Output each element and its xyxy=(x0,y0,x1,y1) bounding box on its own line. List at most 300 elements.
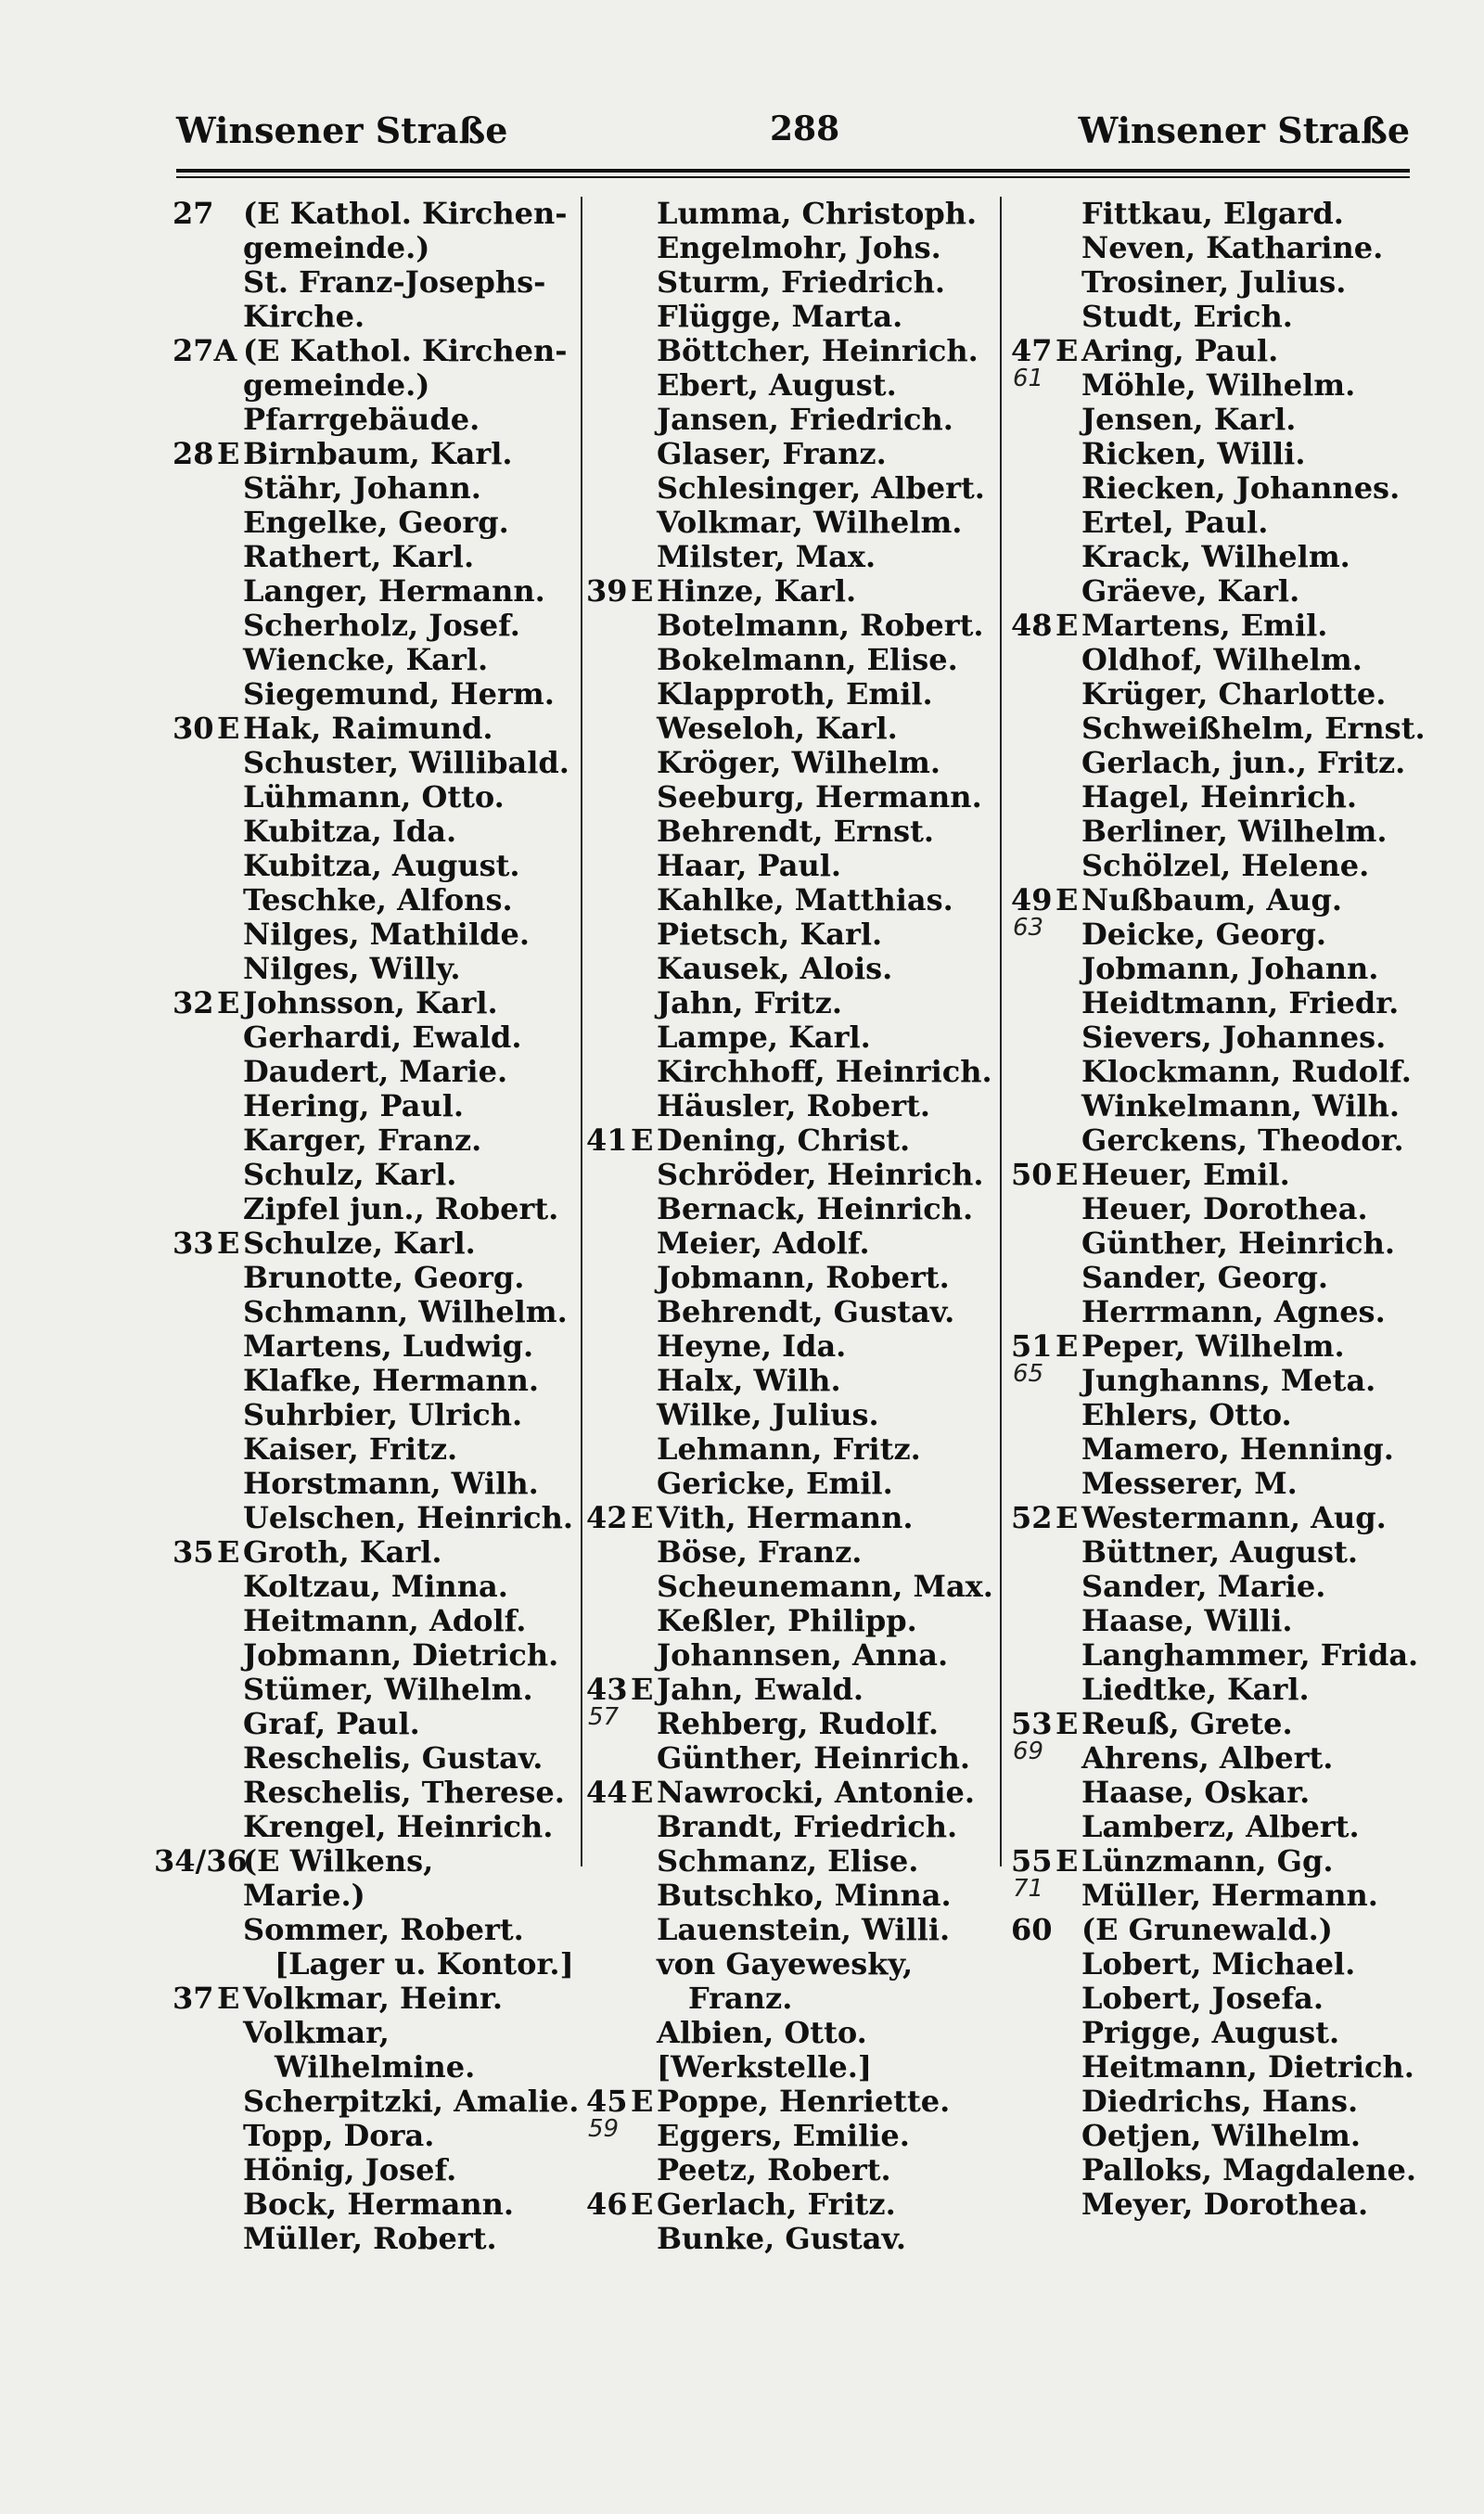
resident-name: Koltzau, Minna. xyxy=(243,1569,508,1604)
resident-name: Behrendt, Gustav. xyxy=(657,1294,955,1329)
resident-name: Gerhardi, Ewald. xyxy=(243,1020,522,1055)
resident-name: Oldhof, Wilhelm. xyxy=(1081,642,1362,677)
resident-name: Krack, Wilhelm. xyxy=(1081,539,1350,574)
resident-name: Jahn, Ewald. xyxy=(657,1672,864,1707)
house-number: 34/36 xyxy=(154,1843,248,1879)
directory-entry xyxy=(173,986,581,1020)
resident-name: Schulze, Karl. xyxy=(243,1225,476,1261)
resident-name: [Werkstelle.] xyxy=(657,2049,872,2084)
resident-name: Jahn, Fritz. xyxy=(657,985,842,1020)
owner-mark: E xyxy=(631,1775,654,1810)
directory-entry xyxy=(586,1604,1007,1638)
resident-name: Winkelmann, Wilh. xyxy=(1081,1088,1400,1123)
directory-entry xyxy=(586,540,1007,574)
resident-name: Heuer, Emil. xyxy=(1081,1157,1290,1192)
directory-entry xyxy=(586,197,1007,231)
directory-entry xyxy=(173,1020,581,1055)
resident-name: Scheunemann, Max. xyxy=(657,1569,993,1604)
directory-entry xyxy=(586,712,1007,746)
resident-name: Sievers, Johannes. xyxy=(1081,1020,1387,1055)
owner-mark: E xyxy=(631,2187,654,2222)
resident-name: Siegemund, Herm. xyxy=(243,676,555,712)
resident-name: Schölzel, Helene. xyxy=(1081,848,1370,883)
directory-entry xyxy=(154,1843,581,1879)
resident-name: Teschke, Alfons. xyxy=(243,882,513,917)
house-number: 49 xyxy=(1011,882,1053,917)
resident-name: Meyer, Dorothea. xyxy=(1081,2187,1369,2222)
resident-name: Halx, Wilh. xyxy=(657,1363,841,1398)
resident-name: Liedtke, Karl. xyxy=(1081,1672,1310,1707)
resident-name: Jobmann, Dietrich. xyxy=(243,1637,559,1673)
directory-entry xyxy=(1011,609,1419,643)
directory-entry xyxy=(173,1982,581,2016)
directory-entry xyxy=(1011,1947,1419,1982)
directory-entry xyxy=(586,883,1007,917)
directory-entry xyxy=(1011,1535,1419,1570)
directory-entry xyxy=(173,506,581,540)
directory-entry xyxy=(586,609,1007,643)
resident-name: Kirche. xyxy=(243,299,365,334)
resident-name: Trosiner, Julius. xyxy=(1081,264,1347,300)
directory-entry xyxy=(173,609,581,643)
directory-entry xyxy=(173,2084,581,2119)
directory-entry xyxy=(1011,1226,1419,1261)
directory-entry xyxy=(1011,1055,1419,1089)
house-number: 27 xyxy=(173,196,214,231)
resident-name: Schmann, Wilhelm. xyxy=(243,1294,568,1329)
directory-entry xyxy=(1011,643,1419,677)
owner-mark: E xyxy=(1055,882,1079,917)
resident-name: Bernack, Heinrich. xyxy=(657,1191,974,1226)
directory-entry xyxy=(586,1810,1007,1844)
resident-name: Böttcher, Heinrich. xyxy=(657,333,979,368)
page-header xyxy=(176,109,1410,165)
handwritten-annotation: 65 xyxy=(1013,1360,1044,1388)
resident-name: [Lager u. Kontor.] xyxy=(275,1946,574,1982)
resident-name: Johannsen, Anna. xyxy=(657,1637,949,1673)
resident-name: Karger, Franz. xyxy=(243,1122,482,1158)
directory-entry xyxy=(1011,2153,1419,2187)
directory-entry xyxy=(1011,1089,1419,1123)
directory-entry xyxy=(1011,1364,1419,1398)
directory-entry xyxy=(173,1741,581,1776)
resident-name: Vith, Hermann. xyxy=(657,1500,914,1535)
house-number: 32 xyxy=(173,985,214,1020)
resident-name: Bunke, Gustav. xyxy=(657,2221,907,2256)
resident-name: Birnbaum, Karl. xyxy=(243,436,513,471)
owner-mark: E xyxy=(217,1981,240,2016)
resident-name: Lamberz, Albert. xyxy=(1081,1809,1360,1844)
resident-name: Rathert, Karl. xyxy=(243,539,475,574)
resident-name: Sommer, Robert. xyxy=(243,1912,524,1947)
resident-name: Schweißhelm, Ernst. xyxy=(1081,711,1426,746)
directory-entry xyxy=(586,1020,1007,1055)
directory-entry xyxy=(173,883,581,917)
directory-entry xyxy=(1011,711,1426,746)
directory-entry xyxy=(173,540,581,574)
resident-name: Suhrbier, Ulrich. xyxy=(243,1397,523,1432)
directory-entry xyxy=(173,1467,581,1501)
resident-name: Marie.) xyxy=(243,1878,365,1913)
resident-name: Ricken, Willi. xyxy=(1081,436,1306,471)
resident-name: Heyne, Ida. xyxy=(657,1328,847,1364)
owner-mark: E xyxy=(217,1534,240,1570)
header-rule-thin xyxy=(176,176,1410,178)
directory-entry xyxy=(173,1638,581,1673)
resident-name: Volkmar, Wilhelm. xyxy=(657,505,963,540)
directory-entry xyxy=(586,403,1007,437)
resident-name: Haase, Willi. xyxy=(1081,1603,1293,1638)
house-number: 30 xyxy=(173,711,214,746)
directory-entry xyxy=(586,368,1007,403)
page-number: 288 xyxy=(770,109,840,148)
directory-entry xyxy=(586,1432,1007,1467)
resident-name: Schuster, Willibald. xyxy=(243,745,569,780)
house-number: 35 xyxy=(173,1534,214,1570)
resident-name: Flügge, Marta. xyxy=(657,299,903,334)
resident-name: Jensen, Karl. xyxy=(1081,402,1297,437)
resident-name: Ehlers, Otto. xyxy=(1081,1397,1292,1432)
directory-entry xyxy=(1011,917,1419,952)
directory-entry xyxy=(1011,1879,1419,1913)
directory-entry xyxy=(173,1776,581,1810)
resident-name: Heidtmann, Friedr. xyxy=(1081,985,1400,1020)
house-number: 43 xyxy=(586,1672,628,1707)
resident-name: Gräeve, Karl. xyxy=(1081,573,1300,609)
resident-name: Gericke, Emil. xyxy=(657,1466,893,1501)
resident-name: Stähr, Johann. xyxy=(243,470,481,506)
resident-name: Prigge, August. xyxy=(1081,2015,1340,2050)
resident-name: Klockmann, Rudolf. xyxy=(1081,1054,1412,1089)
resident-name: Martens, Emil. xyxy=(1081,608,1328,643)
directory-entry xyxy=(586,506,1007,540)
directory-entry xyxy=(1011,1810,1419,1844)
resident-name: Krengel, Heinrich. xyxy=(243,1809,554,1844)
resident-name: Schulz, Karl. xyxy=(243,1157,457,1192)
resident-name: Glaser, Franz. xyxy=(657,436,887,471)
directory-entry xyxy=(586,1295,1007,1329)
resident-name: Topp, Dora. xyxy=(243,2118,435,2153)
directory-entry xyxy=(1011,677,1419,712)
resident-name: (E Kathol. Kirchen- xyxy=(243,333,568,368)
directory-entry xyxy=(1011,2016,1419,2050)
directory-entry xyxy=(1011,1604,1419,1638)
resident-name: Haar, Paul. xyxy=(657,848,842,883)
resident-name: Behrendt, Ernst. xyxy=(657,814,935,849)
directory-entry xyxy=(173,1432,581,1467)
directory-entry xyxy=(173,2050,581,2084)
directory-entry xyxy=(586,780,1007,814)
directory-entry xyxy=(586,1844,1007,1879)
directory-entry xyxy=(1011,540,1419,574)
directory-entry xyxy=(173,2016,581,2050)
resident-name: Langhammer, Frida. xyxy=(1081,1637,1419,1673)
resident-name: Messerer, M. xyxy=(1081,1466,1298,1501)
directory-entry xyxy=(173,1398,581,1432)
resident-name: Gerlach, Fritz. xyxy=(657,2187,896,2222)
resident-name: Berliner, Wilhelm. xyxy=(1081,814,1388,849)
house-number: 53 xyxy=(1011,1706,1053,1741)
resident-name: Milster, Max. xyxy=(657,539,876,574)
resident-name: Hagel, Heinrich. xyxy=(1081,779,1358,814)
resident-name: Palloks, Magdalene. xyxy=(1081,2152,1416,2187)
directory-entry xyxy=(586,1776,1007,1810)
directory-entry xyxy=(173,1947,581,1982)
resident-name: Ertel, Paul. xyxy=(1081,505,1269,540)
resident-name: Heitmann, Dietrich. xyxy=(1081,2049,1414,2084)
directory-entry xyxy=(586,265,1007,300)
directory-entry xyxy=(1011,2187,1419,2222)
directory-entry xyxy=(586,1364,1007,1398)
directory-entry xyxy=(173,1535,581,1570)
owner-mark: E xyxy=(631,1672,654,1707)
resident-name: Lobert, Michael. xyxy=(1081,1946,1356,1982)
house-number: 27A xyxy=(173,333,237,368)
resident-name: Martens, Ludwig. xyxy=(243,1328,534,1364)
directory-entry xyxy=(1011,1741,1419,1776)
owner-mark: E xyxy=(217,436,240,471)
directory-entry xyxy=(586,1707,1007,1741)
resident-name: Botelmann, Robert. xyxy=(657,608,984,643)
directory-entry xyxy=(1011,1570,1419,1604)
directory-entry xyxy=(173,1295,581,1329)
resident-name: gemeinde.) xyxy=(243,230,430,265)
house-number: 28 xyxy=(173,436,214,471)
resident-name: Häusler, Robert. xyxy=(657,1088,931,1123)
directory-entry xyxy=(586,814,1007,849)
resident-name: Wiencke, Karl. xyxy=(243,642,489,677)
header-rule-thick xyxy=(176,169,1410,173)
directory-entry xyxy=(586,1535,1007,1570)
resident-name: Jobmann, Robert. xyxy=(657,1260,950,1295)
directory-entry xyxy=(1011,300,1419,334)
directory-column-3 xyxy=(1011,196,1426,2222)
resident-name: Oetjen, Wilhelm. xyxy=(1081,2118,1361,2153)
directory-entry xyxy=(586,1741,1007,1776)
directory-entry xyxy=(173,1192,581,1226)
handwritten-annotation: 71 xyxy=(1013,1875,1044,1903)
running-head-left: Winsener Straße xyxy=(176,109,508,151)
directory-entry xyxy=(586,300,1007,334)
resident-name: Reschelis, Therese. xyxy=(243,1775,565,1810)
resident-name: Bock, Hermann. xyxy=(243,2187,515,2222)
directory-entry xyxy=(173,780,581,814)
directory-entry xyxy=(586,677,1007,712)
resident-name: Daudert, Marie. xyxy=(243,1054,508,1089)
directory-entry xyxy=(173,2222,581,2256)
handwritten-annotation: 59 xyxy=(588,2115,620,2143)
directory-entry xyxy=(1011,197,1419,231)
directory-entry xyxy=(586,1913,1007,1947)
directory-entry xyxy=(173,1261,581,1295)
resident-name: Junghanns, Meta. xyxy=(1081,1363,1376,1398)
resident-name: Lobert, Josefa. xyxy=(1081,1981,1324,2016)
directory-column-2 xyxy=(586,197,1007,2256)
directory-entry xyxy=(173,814,581,849)
resident-name: gemeinde.) xyxy=(243,367,430,403)
resident-name: (E Wilkens, xyxy=(243,1843,434,1879)
directory-entry xyxy=(586,1055,1007,1089)
directory-entry xyxy=(173,677,581,712)
directory-entry xyxy=(173,1055,581,1089)
resident-name: Lehmann, Fritz. xyxy=(657,1431,921,1467)
directory-entry xyxy=(173,231,581,265)
resident-name: Wilhelmine. xyxy=(275,2049,476,2084)
directory-entry xyxy=(586,1158,1007,1192)
directory-entry xyxy=(173,197,581,231)
resident-name: (E Kathol. Kirchen- xyxy=(243,196,568,231)
resident-name: Nilges, Willy. xyxy=(243,951,461,986)
directory-entry xyxy=(173,368,581,403)
directory-entry xyxy=(1011,2084,1419,2119)
directory-entry xyxy=(586,2119,1007,2153)
resident-name: Lampe, Karl. xyxy=(657,1020,871,1055)
resident-name: Uelschen, Heinrich. xyxy=(243,1500,574,1535)
resident-name: Brunotte, Georg. xyxy=(243,1260,525,1295)
owner-mark: E xyxy=(631,573,654,609)
resident-name: Reschelis, Gustav. xyxy=(243,1740,544,1776)
directory-entry xyxy=(586,1638,1007,1673)
house-number: 39 xyxy=(586,573,628,609)
resident-name: Rehberg, Rudolf. xyxy=(657,1706,939,1741)
directory-entry xyxy=(173,471,581,506)
directory-entry xyxy=(173,300,581,334)
resident-name: Engelke, Georg. xyxy=(243,505,509,540)
resident-name: Horstmann, Wilh. xyxy=(243,1466,539,1501)
resident-name: Hering, Paul. xyxy=(243,1088,465,1123)
resident-name: Meier, Adolf. xyxy=(657,1225,870,1261)
directory-entry xyxy=(1011,1467,1419,1501)
resident-name: Deicke, Georg. xyxy=(1081,917,1326,952)
resident-name: Peper, Wilhelm. xyxy=(1081,1328,1345,1364)
resident-name: Pietsch, Karl. xyxy=(657,917,883,952)
resident-name: Westermann, Aug. xyxy=(1081,1500,1387,1535)
resident-name: Kubitza, Ida. xyxy=(243,814,457,849)
directory-entry xyxy=(1011,574,1419,609)
directory-entry xyxy=(1011,1982,1419,2016)
resident-name: Engelmohr, Johs. xyxy=(657,230,941,265)
directory-entry xyxy=(1011,1638,1419,1673)
resident-name: Butschko, Minna. xyxy=(657,1878,952,1913)
resident-name: Nilges, Mathilde. xyxy=(243,917,530,952)
directory-entry xyxy=(173,1810,581,1844)
directory-entry xyxy=(1011,1020,1419,1055)
directory-entry xyxy=(173,403,581,437)
directory-entry xyxy=(586,1226,1007,1261)
house-number: 52 xyxy=(1011,1500,1053,1535)
directory-entry xyxy=(173,1364,581,1398)
directory-entry xyxy=(173,1604,581,1638)
resident-name: Schlesinger, Albert. xyxy=(657,470,985,506)
resident-name: Günther, Heinrich. xyxy=(1081,1225,1395,1261)
directory-entry xyxy=(173,952,581,986)
directory-entry xyxy=(1011,849,1419,883)
directory-entry xyxy=(586,1123,1007,1158)
resident-name: Keßler, Philipp. xyxy=(657,1603,917,1638)
directory-entry xyxy=(1011,1501,1419,1535)
directory-entry xyxy=(586,574,1007,609)
resident-name: (E Grunewald.) xyxy=(1081,1912,1333,1947)
resident-name: Stümer, Wilhelm. xyxy=(243,1672,533,1707)
owner-mark: E xyxy=(1055,1328,1079,1364)
resident-name: Böse, Franz. xyxy=(657,1534,863,1570)
directory-entry xyxy=(1011,471,1419,506)
resident-name: Kausek, Alois. xyxy=(657,951,893,986)
directory-entry xyxy=(586,1570,1007,1604)
house-number: 48 xyxy=(1011,608,1053,643)
directory-entry xyxy=(586,1398,1007,1432)
owner-mark: E xyxy=(1055,1157,1079,1192)
directory-entry xyxy=(586,437,1007,471)
resident-name: Aring, Paul. xyxy=(1081,333,1279,368)
resident-name: Weseloh, Karl. xyxy=(657,711,898,746)
directory-entry xyxy=(173,1879,581,1913)
resident-name: Nußbaum, Aug. xyxy=(1081,882,1342,917)
directory-entry xyxy=(1011,1913,1419,1947)
directory-entry xyxy=(1011,1673,1419,1707)
owner-mark: E xyxy=(631,1122,654,1158)
resident-name: Ebert, August. xyxy=(657,367,897,403)
resident-name: Krüger, Charlotte. xyxy=(1081,676,1387,712)
directory-entry xyxy=(173,1501,581,1535)
resident-name: Kaiser, Fritz. xyxy=(243,1431,458,1467)
owner-mark: E xyxy=(1055,1706,1079,1741)
owner-mark: E xyxy=(1055,1500,1079,1535)
resident-name: Volkmar, Heinr. xyxy=(243,1981,504,2016)
owner-mark: E xyxy=(217,985,240,1020)
directory-entry xyxy=(1011,1158,1419,1192)
resident-name: Volkmar, xyxy=(243,2015,390,2050)
directory-entry xyxy=(173,334,581,368)
resident-name: Franz. xyxy=(688,1981,793,2016)
directory-entry xyxy=(173,1329,581,1364)
resident-name: Dening, Christ. xyxy=(657,1122,911,1158)
resident-name: Bokelmann, Elise. xyxy=(657,642,958,677)
house-number: 44 xyxy=(586,1775,628,1810)
directory-entry xyxy=(173,2187,581,2222)
handwritten-annotation: 63 xyxy=(1013,914,1044,942)
resident-name: Jansen, Friedrich. xyxy=(657,402,953,437)
directory-entry xyxy=(1011,265,1419,300)
house-number: 42 xyxy=(586,1500,628,1535)
resident-name: Heitmann, Adolf. xyxy=(243,1603,527,1638)
resident-name: Büttner, August. xyxy=(1081,1534,1358,1570)
house-number: 55 xyxy=(1011,1843,1053,1879)
resident-name: Nawrocki, Antonie. xyxy=(657,1775,975,1810)
directory-entry xyxy=(586,849,1007,883)
resident-name: Scherholz, Josef. xyxy=(243,608,520,643)
directory-entry xyxy=(1011,231,1419,265)
directory-entry xyxy=(586,1982,1007,2016)
resident-name: Peetz, Robert. xyxy=(657,2152,891,2187)
resident-name: Kirchhoff, Heinrich. xyxy=(657,1054,992,1089)
directory-entry xyxy=(586,1467,1007,1501)
directory-entry xyxy=(173,917,581,952)
directory-entry xyxy=(173,1089,581,1123)
resident-name: Neven, Katharine. xyxy=(1081,230,1384,265)
directory-entry xyxy=(586,986,1007,1020)
resident-name: Schröder, Heinrich. xyxy=(657,1157,984,1192)
resident-name: Heuer, Dorothea. xyxy=(1081,1191,1368,1226)
resident-name: Ahrens, Albert. xyxy=(1081,1740,1334,1776)
directory-entry xyxy=(173,2119,581,2153)
resident-name: Diedrichs, Hans. xyxy=(1081,2084,1359,2119)
directory-entry xyxy=(1011,2050,1419,2084)
house-number: 60 xyxy=(1011,1912,1053,1947)
directory-entry xyxy=(1011,746,1419,780)
directory-entry xyxy=(173,265,581,300)
resident-name: Hak, Raimund. xyxy=(243,711,493,746)
